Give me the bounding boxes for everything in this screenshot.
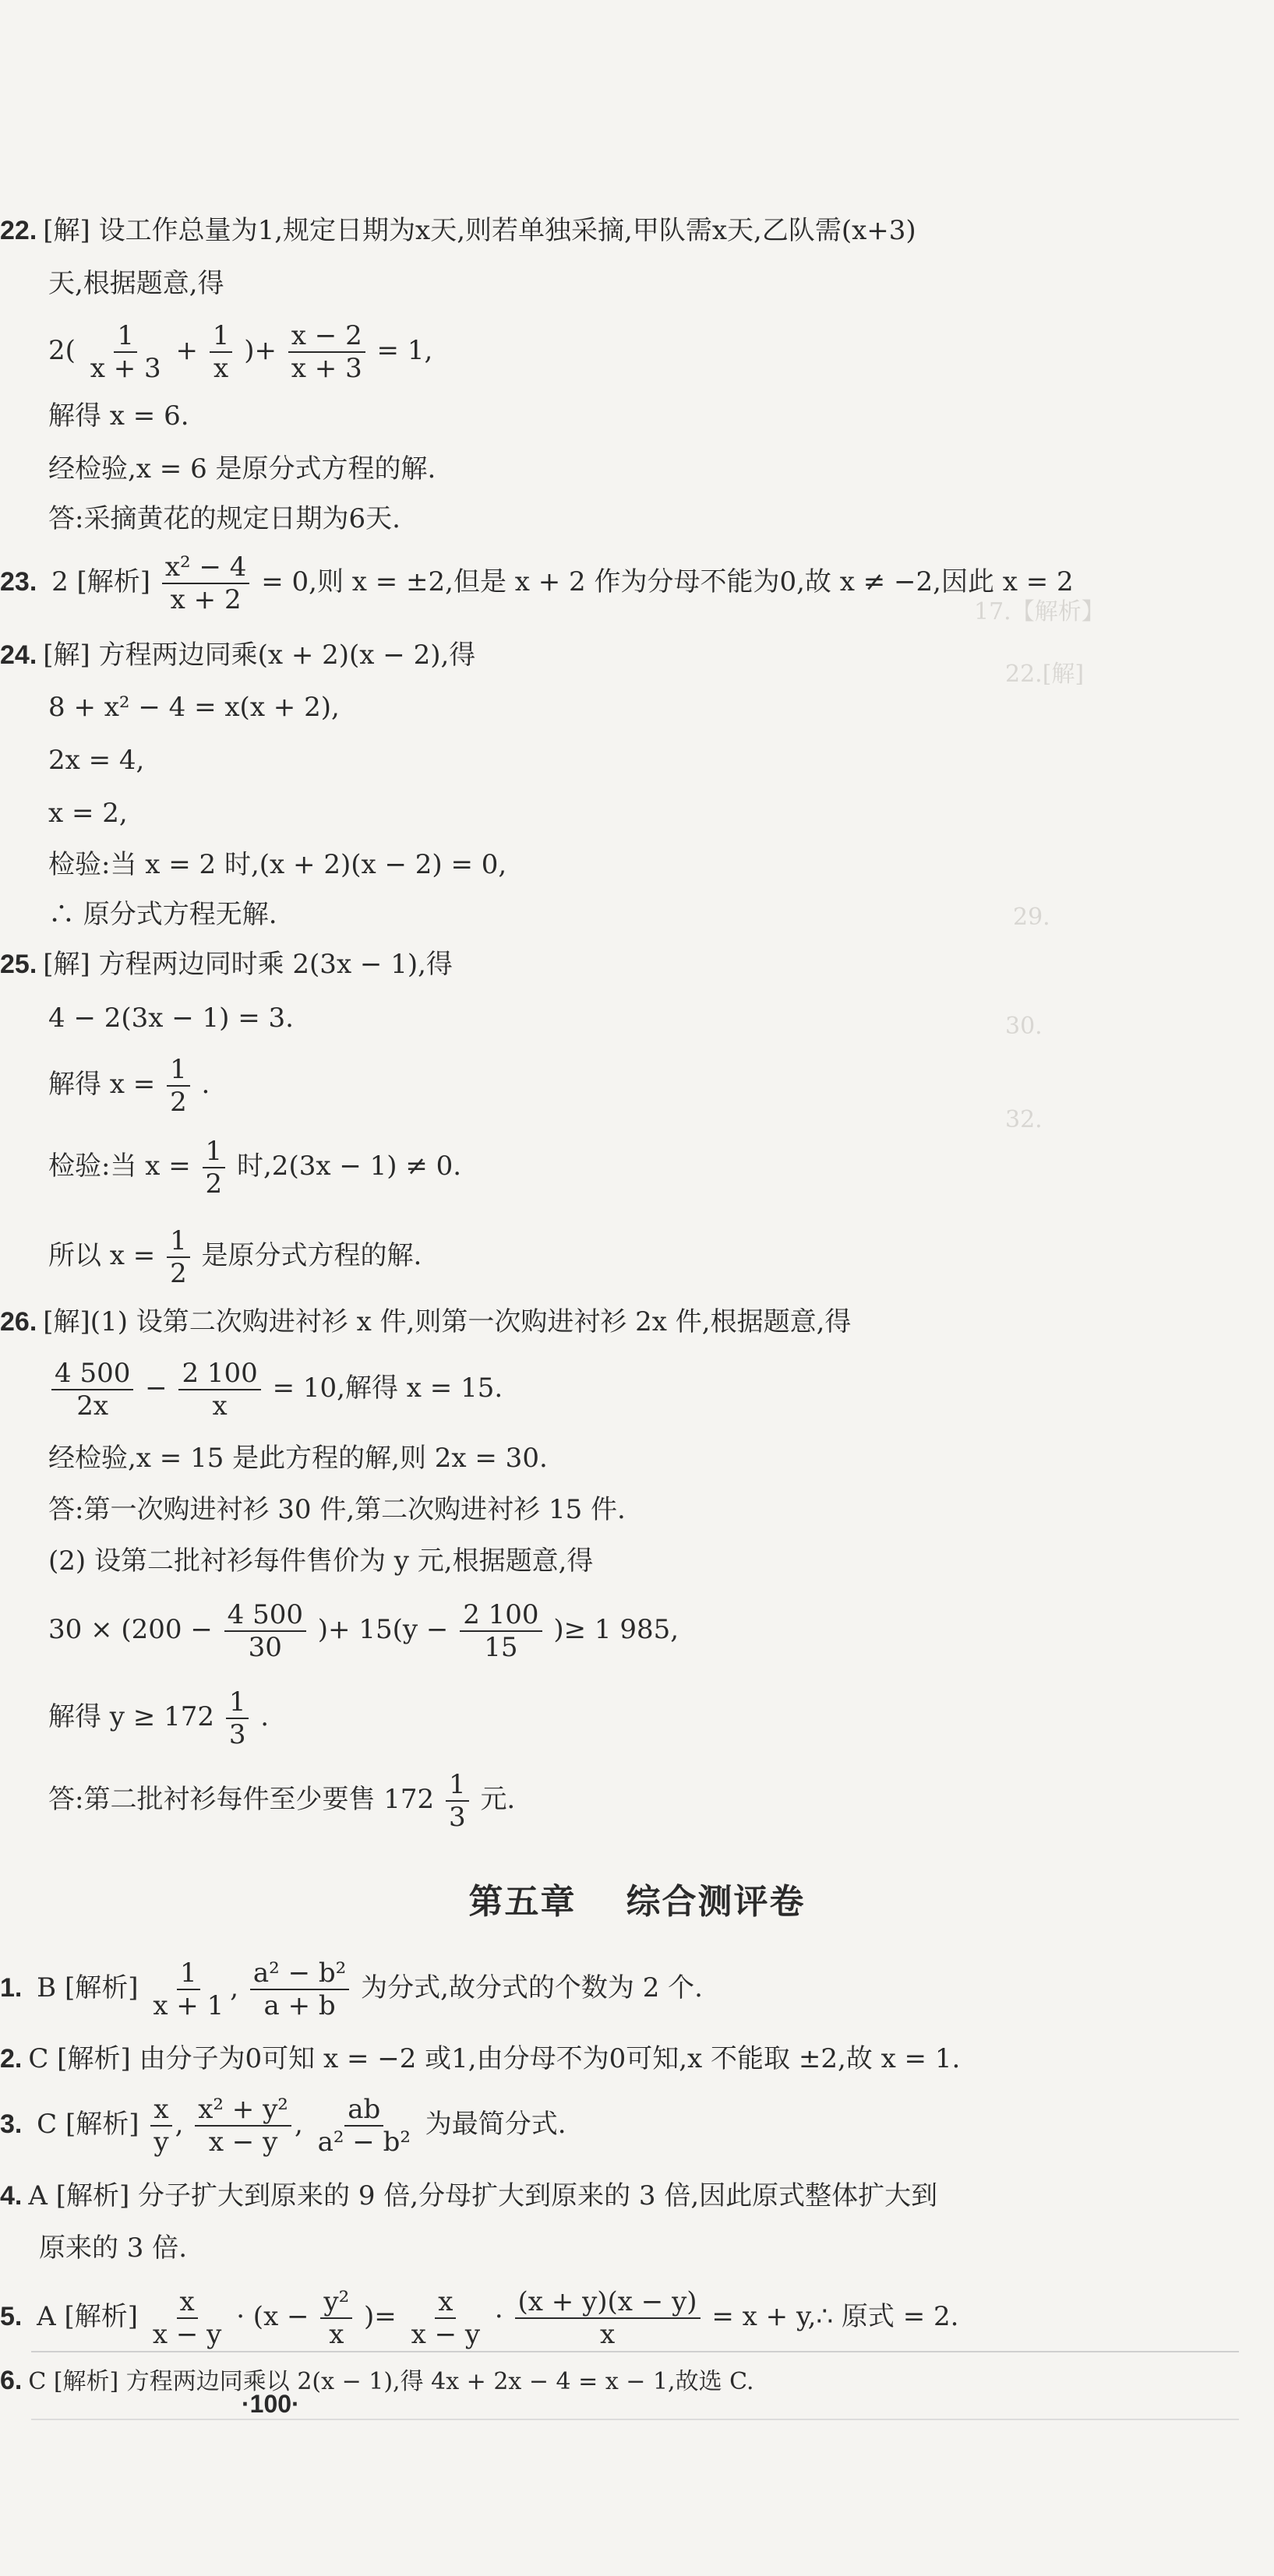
- fraction: $\frac{1}{3}$: [226, 1686, 249, 1750]
- c5-number: 5.: [0, 2302, 23, 2331]
- fraction: $\frac{ab}{\text{a² − b²}}$: [317, 2094, 411, 2158]
- fraction: $\frac{\text{a² − b²}}{a + b}$: [250, 1958, 349, 2021]
- bleed-through-2: 22.[解]: [1005, 661, 1085, 688]
- q22-line2: 天,根据题意,得: [48, 268, 224, 299]
- q22-line5: 经检验,x = 6 是原分式方程的解.: [48, 453, 436, 485]
- q26-line4: 答:第一次购进衬衫 30 件,第二次购进衬衫 15 件.: [48, 1494, 626, 1525]
- chapter-heading: [0, 1873, 1274, 1923]
- q26-number: 26.: [0, 1307, 37, 1337]
- fraction: $\frac{x}{x - y}$: [152, 2286, 222, 2350]
- c1-line: 1. B [解析] $\frac{1}{x + 1}$ , $\frac{\text{a² − b²}}{a + b}$ 为分式,故分式的个数为 2 个.: [0, 1958, 703, 2021]
- q26-line5: (2) 设第二批衬衫每件售价为 y 元,根据题意,得: [48, 1545, 594, 1577]
- c2-line: 2. C [解析] 由分子为0可知 x = −2 或1,由分母不为0可知,x 不能取 ±2,故 x = 1.: [0, 2043, 961, 2074]
- q26-answer: 答:第二批衬衫每件至少要售 172 $\frac{1}{3}$ 元.: [48, 1769, 516, 1833]
- c4-line2: 原来的 3 倍.: [39, 2232, 188, 2264]
- q24-number: 24.: [0, 640, 37, 670]
- fraction: $\frac{x}{x - y}$: [411, 2286, 481, 2350]
- divider-line: [31, 2351, 1239, 2352]
- q26-inequality: 30 × (200 − $\frac{4 500}{30}$ )+ 15(y − $\frac{2 100}{15}$ )≥ 1 985,: [48, 1599, 679, 1663]
- fraction: $\frac{1}{3}$: [446, 1769, 469, 1833]
- q25-line4: 检验:当 x = $\frac{1}{2}$ 时,2(3x − 1) ≠ 0.: [48, 1136, 462, 1200]
- q25-line1: 25. [解] 方程两边同时乘 2(3x − 1),得: [0, 949, 453, 980]
- q26-line3: 经检验,x = 15 是此方程的解,则 2x = 30.: [48, 1443, 548, 1474]
- q26-line1: 26. [解](1) 设第二次购进衬衫 x 件,则第一次购进衬衫 2x 件,根据题意,得: [0, 1306, 852, 1337]
- fraction: $\frac{1}{x}$: [210, 320, 233, 384]
- q25-line3: 解得 x = $\frac{1}{2}$ .: [48, 1054, 210, 1118]
- q26-equation: $\frac{4 500}{2x}$ − $\frac{2 100}{x}$ = 10,解得 x = 15.: [48, 1355, 503, 1422]
- q24-line4: x = 2,: [48, 798, 128, 829]
- fraction: $\frac{4 500}{2x}$: [51, 1358, 133, 1422]
- bleed-through-1: 17.【解析】: [974, 598, 1105, 625]
- q26-solution: 解得 y ≥ 172 $\frac{1}{3}$ .: [48, 1686, 270, 1750]
- q25-number: 25.: [0, 950, 37, 979]
- q22-line1: 22. [解] 设工作总量为1,规定日期为x天,则若单独采摘,甲队需x天,乙队需(x+3): [0, 215, 916, 246]
- fraction: $\frac{4 500}{30}$: [224, 1599, 306, 1663]
- bleed-through-4: 30.: [1005, 1013, 1043, 1040]
- fraction: $\frac{1}{x + 1}$: [153, 1958, 224, 2021]
- q24-line2: 8 + x² − 4 = x(x + 2),: [48, 692, 340, 723]
- c6-line: 6. C [解析] 方程两边同乘以 2(x − 1),得 4x + 2x − 4 = x − 1,故选 C.: [0, 2366, 754, 2395]
- c3-number: 3.: [0, 2109, 23, 2139]
- fraction: $\frac{\text{x² + y²}}{x - y}$: [195, 2094, 291, 2158]
- fraction: $\frac{1}{2}$: [167, 1054, 190, 1118]
- chapter-title: 第五章: [468, 1882, 577, 1922]
- c6-number: 6.: [0, 2366, 23, 2395]
- fraction: $\frac{2 100}{15}$: [460, 1599, 542, 1663]
- q24-line5: 检验:当 x = 2 时,(x + 2)(x − 2) = 0,: [48, 849, 507, 880]
- q24-line1: 24. [解] 方程两边同乘(x + 2)(x − 2),得: [0, 640, 476, 671]
- fraction: $\frac{2 100}{x}$: [178, 1358, 260, 1422]
- c5-line: 5. A [解析] $\frac{x}{x - y}$ · (x − $\frac{\text{y²}}{x}$ )= $\frac{x}{x - y}$ · $\frac{(x + y)(x - y)}{x}$ = x + y,∴ 原式 = 2.: [0, 2286, 959, 2350]
- fraction: $\frac{\text{x² − 4}}{x + 2}$: [162, 551, 250, 615]
- fraction: $\frac{(x + y)(x - y)}{x}$: [515, 2286, 701, 2350]
- q22-number: 22.: [0, 216, 37, 245]
- page-number: ·100·: [242, 2390, 300, 2418]
- bleed-through-3: 29.: [1013, 904, 1050, 931]
- fraction: $\frac{x - 2}{x + 3}$: [288, 320, 365, 384]
- q24-line3: 2x = 4,: [48, 745, 145, 776]
- q22-line6: 答:采摘黄花的规定日期为6天.: [48, 503, 401, 534]
- c4-number: 4.: [0, 2181, 23, 2211]
- q23-number: 23.: [0, 567, 37, 597]
- fraction: $\frac{1}{x + 3}$: [90, 320, 161, 384]
- c1-number: 1.: [0, 1973, 23, 2003]
- c2-number: 2.: [0, 2044, 23, 2074]
- c3-line: 3. C [解析] $\frac{x}{y}$ , $\frac{\text{x² + y²}}{x - y}$ , $\frac{ab}{\text{a² − b²}}$ 为最简分式.: [0, 2094, 566, 2158]
- q25-line5: 所以 x = $\frac{1}{2}$ 是原分式方程的解.: [48, 1225, 422, 1289]
- divider-line: [31, 2419, 1239, 2420]
- q25-line2: 4 − 2(3x − 1) = 3.: [48, 1003, 294, 1034]
- fraction: $\frac{\text{y²}}{x}$: [320, 2286, 352, 2350]
- bleed-through-5: 32.: [1005, 1106, 1043, 1133]
- q22-equation: 2( $\frac{1}{x + 3}$ + $\frac{1}{x}$ )+ $\frac{x - 2}{x + 3}$ = 1,: [48, 320, 433, 384]
- fraction: $\frac{1}{2}$: [203, 1136, 226, 1200]
- fraction: $\frac{1}{2}$: [167, 1225, 190, 1289]
- fraction: $\frac{x}{y}$: [150, 2094, 171, 2158]
- q23-line: 23. 2 [解析] $\frac{\text{x² − 4}}{x + 2}$ = 0,则 x = ±2,但是 x + 2 作为分母不能为0,故 x ≠ −2,因此 x = 2: [0, 551, 1074, 615]
- q24-line6: ∴ 原分式方程无解.: [48, 899, 277, 930]
- q22-line4: 解得 x = 6.: [48, 400, 189, 432]
- c4-line1: 4. A [解析] 分子扩大到原来的 9 倍,分母扩大到原来的 3 倍,因此原式整体扩大到: [0, 2180, 938, 2211]
- chapter-subtitle: 综合测评卷: [626, 1882, 806, 1922]
